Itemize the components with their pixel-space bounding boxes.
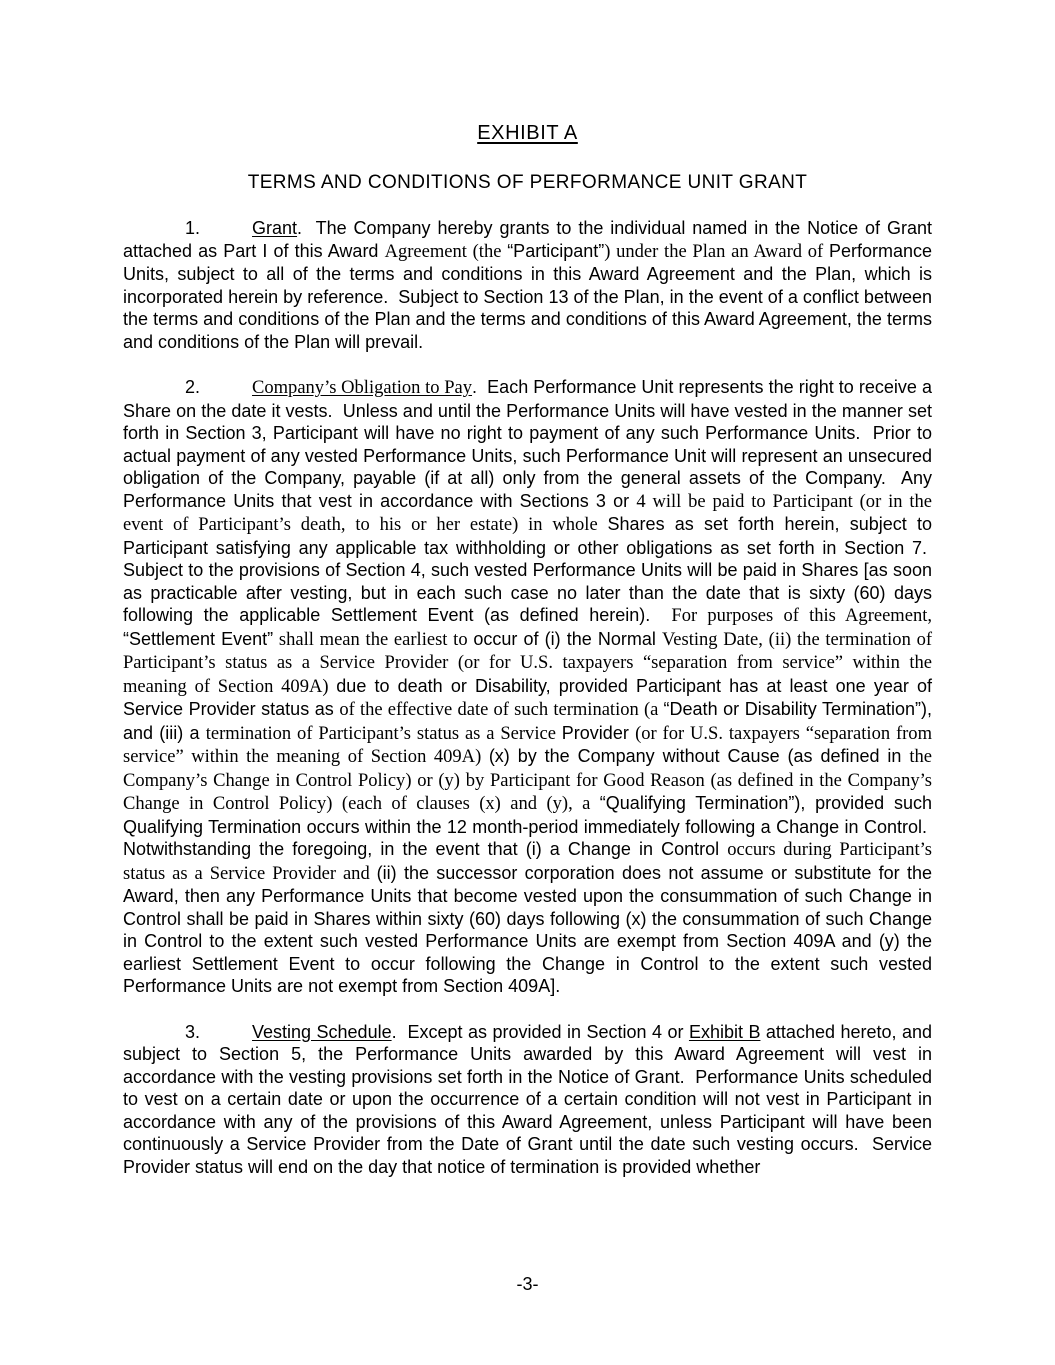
paragraph-text-segment: ), and (iii) a [123,699,932,743]
paragraph-number: 3. [185,1021,201,1042]
paragraph-text-segment: Shares as set forth herein, subject to Participant satisfying any applicable tax withholding or other obligations as set forth in Section 7. Subject to the provisions of Section 4, such vested Performance Units will be paid in Shares [as soon as practicable after vesting, but in each such case no later than the date that is sixty (60) days following the applicable Settlement Event (as defined herein). [123,514,932,625]
paragraph-number: 2. [185,377,201,397]
paragraph-text-segment: occur of (i) the Normal [473,628,662,649]
paragraph-text-segment: “Settlement Event” [123,628,274,649]
paragraph-text-segment: termination of Participant’s status as a Service [205,722,562,744]
paragraph-text-segment: ) under the Plan an Award of [604,240,829,262]
paragraph-text-segment: Provider [561,722,636,743]
paragraph-text-segment: For purposes of this Agreement, [671,605,932,626]
paragraph-text-segment: “Participant” [507,240,605,261]
paragraph-text-segment: . Each Performance Unit represents the right to receive a Share on the date it vests. Unless and until the Performance Units will have vested in the manner set forth in Section 3, Participant will have no right to payment of any such Performance Units. Prior to actual payment of any vested Performance Units, such Performance Unit will represent an unsecured obligation of the Company, payable (if at all) only from the general assets of the Company. Any Performance Units that vest in accordance with Sections 3 or [123,377,932,511]
paragraph-text-segment: attached hereto, and subject to Section 5, the Performance Units awarded by this Award Agreement will vest in accordance with the vesting provisions set forth in the Notice of Grant. Performance Units scheduled to vest on a certain date or upon the occurrence of a certain condition will not vest in Participant in accordance with any of the provisions of this Award Agreement, unless Participant will have been continuously a Service Provider from the Date of Grant until the date such vesting occurs. Service Provider status will end on the day that notice of termination is provided whether [123,1021,932,1177]
paragraph-text-segment: 4 will be paid to Participant (or in the event of Participant’s death, to his or her estate) in whole [123,490,932,535]
paragraph-text-segment: shall mean the earliest to [273,628,474,650]
paragraph-text-segment: “Qualifying Termination”), [599,793,816,813]
paragraph-text-segment: due to death or Disability, provided Participant has at least one year of Service Provider status as [123,675,932,719]
paragraph-text-segment: the Company’s Change in Control Policy) or (y) by Participant for Good Reason (as defined in the Company’s Change in Control Policy) (each of clauses (x) and (y), a [123,746,933,814]
page-subtitle: TERMS AND CONDITIONS OF PERFORMANCE UNIT GRANT [247,172,808,193]
paragraph [123,1021,932,1179]
paragraph-text-segment: provided such Qualifying Termination occurs within the 12 month-period immediately following a Change in Control. Notwithstanding the foregoing, in the event that (i) a Change in Control [123,793,933,859]
paragraph [123,217,932,353]
paragraph-text-segment: occurs during Participant’s status as a Service Provider and [123,839,932,884]
paragraph-text-segment: (x) by the Company without Cause (as defined in [488,746,910,766]
paragraph-text-segment: “Death or Disability Termination” [663,699,921,719]
paragraph-number: 1. [185,218,201,238]
paragraph-text-segment: (ii) the successor corporation does not assume or substitute for the Award, then any Performance Units that become vested upon the consummation of such Change in Control shall be paid in Shares within sixty (60) days following (x) the consummation of such Change in Control to the extent such vested Performance Units are exempt from Section 409A and (y) the earliest Settlement Event to occur following the Change in Control to the extent such vested Performance Units are not exempt from Section 409A]. [123,862,933,996]
page-title: EXHIBIT A [477,122,578,144]
paragraph-heading-segment: Company’s Obligation to Pay [252,377,473,398]
paragraph-text-segment: Agreement (the [384,240,508,262]
paragraph-text-segment: . The Company hereby grants to the individual named in the Notice of Grant attached as Part I of this Award [123,218,932,261]
paragraph-heading-segment: Exhibit B [688,1021,761,1042]
paragraph-text-segment: Vesting Date, (ii) the termination of Participant’s status as a Service Provider (or for U.S. taxpayers “separation from service” within the meaning of Section 409A) [123,628,933,697]
paragraph [123,376,932,998]
paragraph-text-segment: (or for U.S. taxpayers “separation from service” within the meaning of Section 409A) [123,722,932,767]
paragraph-text-segment: . Except as provided in Section 4 or [391,1021,689,1042]
paragraph-heading-segment: Vesting Schedule [252,1021,392,1042]
paragraph-text-segment: of the effective date of such termination (a [339,699,664,720]
page-number: -3- [516,1274,539,1294]
paragraph-text-segment: Performance Units, subject to all of the terms and conditions in this Award Agreement and the Plan, which is incorporated herein by reference. Subject to Section 13 of the Plan, in the event of a conflict between the terms and conditions of the Plan and the terms and conditions of this Award Agreement, the terms and conditions of the Plan will prevail. [123,240,933,352]
paragraphs [123,217,932,1178]
paragraph-heading-segment: Grant [252,218,298,238]
